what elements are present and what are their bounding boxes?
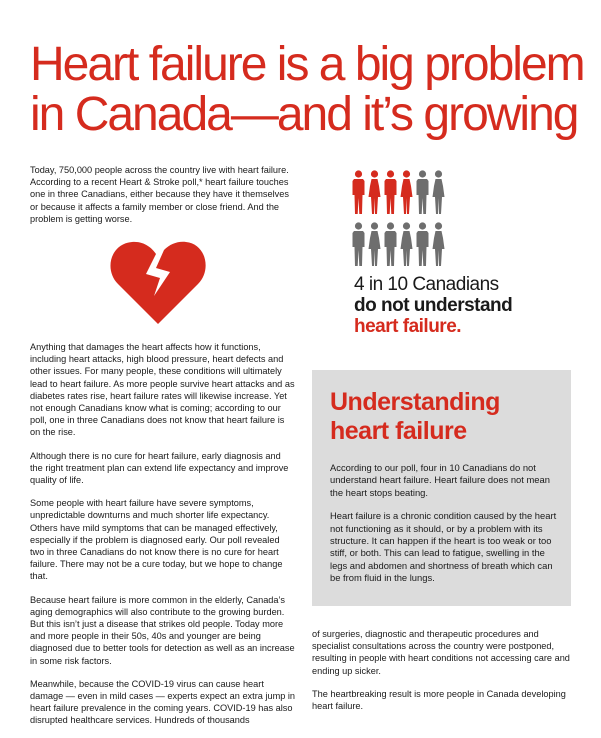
people-pictogram <box>352 170 512 274</box>
left-paragraph: Anything that damages the heart affects how it functions, including heart attacks, high blood pressure, heart defects and other issues. For many people, these conditions will ultimately lead to heart failure. As more people survive heart attacks and as diabetes rates rise, heart failure rates will likewise increase. Yet not enough Canadians know what is coming; according to our poll, one in three Canadians does not know that heart failure is on the rise. <box>30 342 295 438</box>
red-person-icon <box>384 170 397 214</box>
left-paragraph: Some people with heart failure have severe symptoms, unpredictable downturns and much shorter life expectancy. Others have mild symptoms that can be managed effectively, especially if the problem is diagnosed early. Our poll revealed two in three Canadians do not know there is no cure for heart failure. There may not be a cure today, but we hope to change that. <box>30 498 283 582</box>
gray-person-icon <box>432 222 445 266</box>
gray-person-icon <box>416 222 429 266</box>
gray-person-icon <box>368 222 381 266</box>
understanding-box <box>312 370 571 606</box>
left-paragraph: Meanwhile, because the COVID-19 virus can cause heart damage — even in mild cases — experts expect an extra jump in heart failure prevalence in the coming years. COVID-19 has also disrupted healthcare services. Hundreds of thousands <box>30 678 296 726</box>
stat-line-3: heart failure. <box>354 316 462 337</box>
gray-person-icon <box>432 170 445 214</box>
left-column-body <box>30 341 296 738</box>
box-title <box>330 388 560 446</box>
left-paragraph: Because heart failure is more common in the elderly, Canada’s aging demographics will also contribute to the growing burden. But this isn’t just a disease that strikes old people. Today more and more people in their 50s, 40s and younger are being diagnosed due to better tools for detection as well as an increase in some risk factors. <box>30 594 295 666</box>
red-person-icon <box>352 170 365 214</box>
left-paragraph: Although there is no cure for heart failure, early diagnosis and the right treatment plan can extend life expectancy and improve quality of life. <box>30 450 289 486</box>
gray-person-icon <box>352 222 365 266</box>
people-row <box>352 170 512 214</box>
gray-person-icon <box>400 222 413 266</box>
stat-line-1: 4 in 10 Canadians <box>354 274 499 295</box>
box-title-line-1: Understanding <box>330 388 500 416</box>
box-title-line-2: heart failure <box>330 417 467 445</box>
stat-line-2: do not understand <box>354 295 513 316</box>
red-person-icon <box>400 170 413 214</box>
stat-callout <box>354 274 574 337</box>
right-column-body <box>312 628 574 723</box>
people-row <box>352 222 512 266</box>
box-text <box>330 462 562 596</box>
broken-heart-icon <box>110 240 206 324</box>
red-person-icon <box>368 170 381 214</box>
page-title-line-1: Heart failure is a big problem <box>30 38 584 91</box>
page-title <box>30 40 590 140</box>
box-paragraph: Heart failure is a chronic condition caused by the heart not functioning as it should, or by a problem with its structure. It can happen if the heart is too weak or too stiff, or both. This can lead to fatigue, swelling in the legs and abdomen and shortness of breath which can be from fluid in the lungs. <box>330 510 557 584</box>
box-paragraph: According to our poll, four in 10 Canadians do not understand heart failure. Heart failure does not mean the heart stops beating. <box>330 462 550 498</box>
gray-person-icon <box>384 222 397 266</box>
right-paragraph: of surgeries, diagnostic and therapeutic procedures and specialist consultations across the country were postponed, resulting in people with heart conditions not accessing care and ending up sicker. <box>312 629 570 676</box>
gray-person-icon <box>416 170 429 214</box>
intro-text <box>30 164 296 236</box>
right-paragraph: The heartbreaking result is more people in Canada developing heart failure. <box>312 688 566 712</box>
intro-paragraph: Today, 750,000 people across the country live with heart failure. According to a recent Heart & Stroke poll,* heart failure touches one in three Canadians, either because they have it themselves or because it affects a family member or close friend. And the problem is getting worse. <box>30 165 289 224</box>
page-title-line-2: in Canada—and it’s growing <box>30 88 578 141</box>
